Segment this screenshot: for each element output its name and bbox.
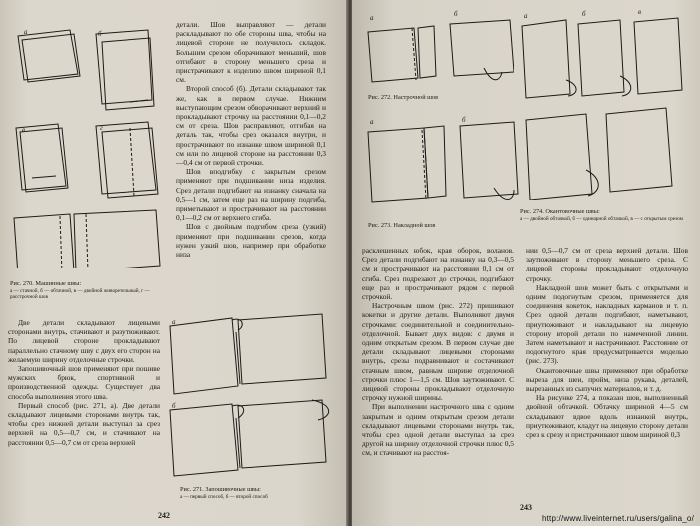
paragraph-col2-b: Накладной шов может быть с открытыми и одним подогнутым срезом, применяется для соединения кокеток, накладных карманов и т. п. Срез одной детали подгибают, наметывают, приутюживают и накладывают на лицевую сторону второй детали по намеченной линии. Затем наметывают и настрачивают. Расстояние от подогнутого края предусматривается моделью (рис. 273). — [526, 282, 688, 366]
figure-270 — [10, 28, 170, 268]
left-text-column-top — [176, 20, 326, 259]
figure-272 — [364, 14, 514, 94]
fig273-letter-b: б — [462, 116, 466, 124]
paragraph-double-open: Шов с двойным подгибом среза (узкий) применяют при подшивании срезов, когда нужен узкий шов, например при обработке низа — [176, 222, 326, 260]
figure-271-legend: а — первый способ, б — второй способ — [180, 493, 268, 500]
figure-274-title: Рис. 274. Окантовочные швы: — [520, 208, 600, 215]
right-page-number: 243 — [520, 503, 532, 512]
fig274-letter-b: б — [582, 10, 586, 18]
fig270-letter-b: б — [98, 30, 102, 38]
paragraph-top-block: детали. Шов выправляют — детали раскладывают по обе стороны шва, чтобы на лицевой стороне не получилось складок. Большим срезом оборачивают меньший, шов отгибают в сторону меньшего среза и пристрачивают к изделию швом шириной 0,1 см. — [176, 20, 326, 85]
paragraph-zaposhivochny: Запошивочный шов применяют при пошиве мужских брюк, спортивной и производственной одежды. Существует два способа выполнения этого шва. — [8, 364, 160, 401]
paragraph-col2-d: На рисунке 274, а показан шов, выполненный двойной обтачкой. Обтачку шириной 4—5 см складывают вдвое вдоль изнанкой внутрь, приутюживают, кладут на лицевую сторону детали срез к срезу и пристрачивают швом шириной 0,3 — [526, 393, 688, 440]
right-text-column-1 — [362, 246, 514, 458]
figure-270-caption — [10, 280, 160, 300]
fig270-letter-a: а — [24, 28, 28, 36]
fig273-letter-a: а — [370, 118, 374, 126]
figure-271 — [162, 312, 342, 482]
paragraph-first-method: Первый способ (рис. 271, а). Две детали складывают лицевыми сторонами внутрь так, чтобы срез нижней детали выступал за срез верхней на 0,5—0,7 см, и стачивают на расстоянии 0,5—0,7 см от среза верхней — [8, 400, 160, 447]
left-page — [0, 0, 348, 526]
right-text-column-2 — [526, 246, 688, 439]
figure-274-caption — [520, 208, 690, 222]
paragraph-two-details: Две детали складывают лицевыми сторонами внутрь, стачивают и разутюживают. По лицевой стороне прокладывают параллельно стачному шву с двух его сторон на желаемую ширину отделочные строчки. — [8, 318, 160, 364]
figure-274-legend: а — двойной обтачкой, б — одинарной обтачкой, в — с открытым срезом — [520, 215, 683, 222]
figure-271-title: Рис. 271. Запошивочные швы: — [180, 486, 261, 493]
figure-274 — [516, 10, 692, 200]
left-text-column-bottom — [8, 318, 160, 447]
figure-273 — [364, 118, 524, 214]
fig270-letter-v: в — [22, 126, 26, 134]
right-page — [352, 0, 700, 526]
figure-272-caption: Рис. 272. Настрочной шов — [368, 94, 439, 101]
fig272-letter-a: а — [370, 14, 374, 22]
fig271-letter-a: а — [172, 318, 176, 326]
paragraph-col2-a: нии 0,5—0,7 см от среза верхней детали. Шов заутюживают в сторону меньшего среза. С лицевой стороны прокладывают отделочную строчку. — [526, 246, 688, 283]
paragraph-vpodgibku: Шов вподгибку с закрытым срезом применяют при подшивании низа изделия. Срез детали подгибают на изнанку сначала на 0,5—1 см, затем еще раз на ширину подгиба, приметывают и прострачивают на расстоянии 0,1—0,2 см от верхнего сгиба. — [176, 167, 326, 223]
figure-271-caption — [180, 486, 330, 500]
paragraph-col1-c: При выполнении настрочного шва с одним закрытым и одним открытым срезом детали складывают лицевыми сторонами внутрь так, чтобы срез одной детали выступал за срез другой на ширину отделочной строчки плюс 0,5 см, и стачивают на расстоя- — [362, 402, 514, 458]
fig271-letter-b: б — [172, 402, 176, 410]
figure-270-title: Рис. 270. Машинные швы: — [10, 280, 82, 287]
left-page-number: 242 — [158, 511, 170, 520]
figure-270-legend: а — стачной, б — обтачной, в — двойной живоретельный, г — расстрочной шов — [10, 287, 150, 300]
paragraph-col1-a: расклешенных юбок, края оборок, воланов. Срез детали подгибают на изнанку на 0,3—0,5 см и прострачивают на расстоянии 0,1 см от сгиба. Срез подрезают до строчки, подгибают еще раз и прострачивают рядом с первой строчкой. — [362, 246, 514, 302]
figure-273-caption: Рис. 273. Накладной шов — [368, 222, 436, 229]
paragraph-col1-b: Настрочным швом (рис. 272) пришивают кокетки и другие детали. Выполняют двумя строчками: соединительной и соединительно-отделочной. Бывает двух видов: с двумя и одним открытым срезом. В первом случае две детали складывают лицевыми сторонами внутрь, срезы подравнивают и состачивают стачным швом, равным ширине отделочной строчки плюс 1—1,5 см. Шов заутюживают. С лицевой стороны прокладывают отделочную строчку нужной ширины. — [362, 301, 514, 403]
source-url-watermark: http://www.liveinternet.ru/users/galina_o/ — [541, 514, 694, 523]
paragraph-col2-c: Окантовочные швы применяют при обработке выреза для шеи, пройм, низа рукава, деталей, вырезанных из сыпучих материалов, и т. д. — [526, 365, 688, 394]
fig274-letter-v: в — [638, 8, 642, 16]
paragraph-second-method: Второй способ (б). Детали складывают так же, как в первом случае. Нижним выступающим срезом обворачивают верхний и прокладывают строчку на расстоянии 0,1—0,2 см от среза. Шов расправляют, отгибая на деталь так, чтобы срез оказался внутри, и прострачивают по изнанке швом шириной 0,1 см или по лицевой стороне на расстоянии 0,3—0,4 см от первой строчки. — [176, 84, 326, 168]
fig272-letter-b: б — [454, 10, 458, 18]
fig274-letter-a: а — [524, 12, 528, 20]
fig270-letter-g: г — [100, 124, 103, 132]
